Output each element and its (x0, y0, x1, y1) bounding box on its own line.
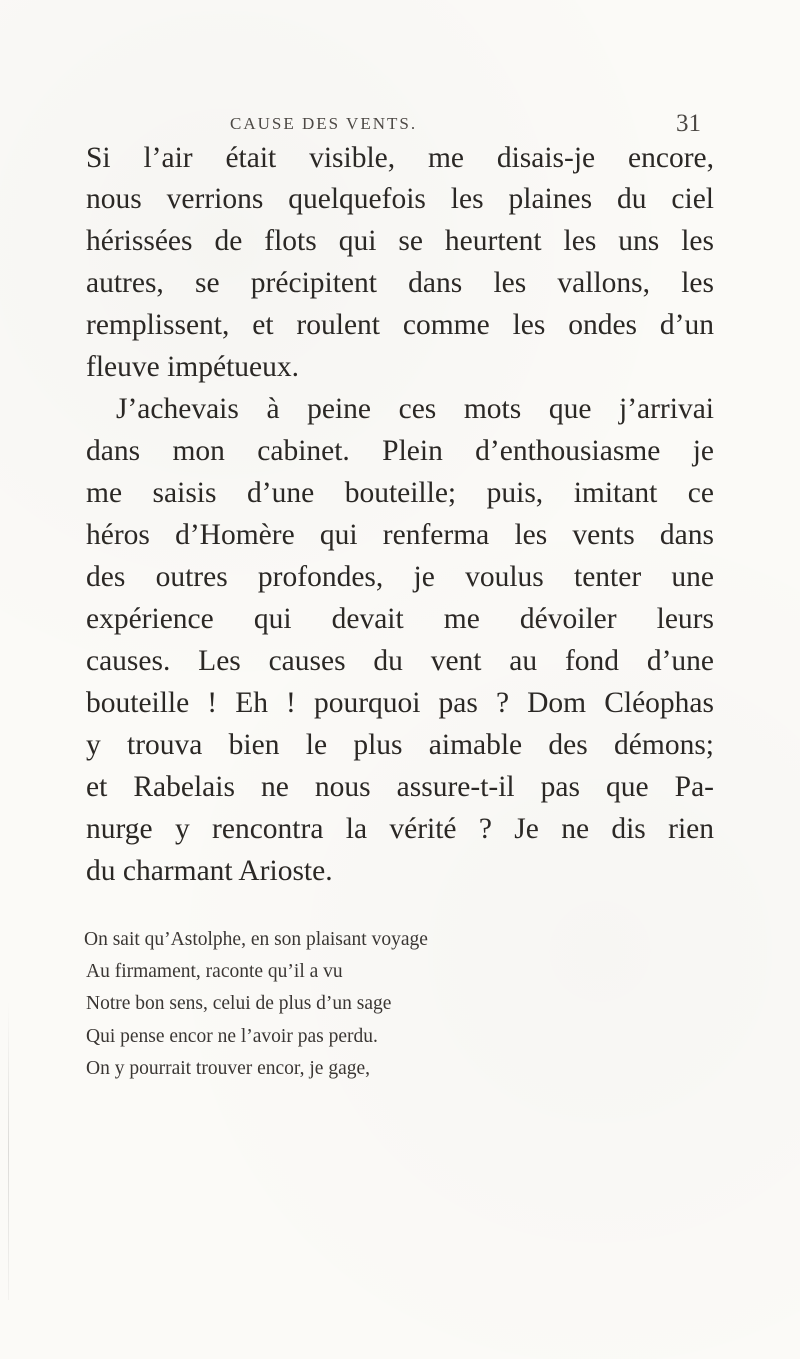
text-line: causes. Les causes du vent au fond d’une (86, 645, 714, 677)
text-line: dans mon cabinet. Plein d’enthousiasme je (86, 435, 714, 467)
text-line: remplissent, et roulent comme les ondes d’un (86, 309, 714, 341)
verse-line: Notre bon sens, celui de plus d’un sage (86, 993, 392, 1014)
verse-line: Au firmament, raconte qu’il a vu (86, 961, 343, 982)
page-edge-shadow (8, 1000, 9, 1300)
verse-line: Qui pense encor ne l’avoir pas perdu. (86, 1026, 378, 1047)
verse-line: On sait qu’Astolphe, en son plaisant voyage (84, 929, 428, 950)
text-line: héros d’Homère qui renferma les vents dans (86, 519, 714, 551)
text-line: hérissées de flots qui se heurtent les uns les (86, 225, 714, 257)
text-line: me saisis d’une bouteille; puis, imitant ce (86, 477, 714, 509)
text-line: bouteille ! Eh ! pourquoi pas ? Dom Cléophas (86, 687, 714, 719)
text-line: et Rabelais ne nous assure-t-il pas que Pa- (86, 771, 714, 803)
text-line: des outres profondes, je voulus tenter une (86, 561, 714, 593)
page-number: 31 (676, 110, 701, 137)
text-line: y trouva bien le plus aimable des démons; (86, 729, 714, 761)
text-line: Si l’air était visible, me disais-je encore, (86, 142, 714, 174)
text-line: autres, se précipitent dans les vallons, les (86, 267, 714, 299)
text-line: fleuve impétueux. (86, 351, 299, 383)
verse-line: On y pourrait trouver encor, je gage, (86, 1058, 371, 1079)
text-line: du charmant Arioste. (86, 855, 333, 887)
text-line: nous verrions quelquefois les plaines du ciel (86, 183, 714, 215)
text-line: expérience qui devait me dévoiler leurs (86, 603, 714, 635)
running-header: CAUSE DES VENTS. (230, 114, 418, 133)
text-line: J’achevais à peine ces mots que j’arrivai (116, 393, 714, 425)
text-line: nurge y rencontra la vérité ? Je ne dis rien (86, 813, 714, 845)
